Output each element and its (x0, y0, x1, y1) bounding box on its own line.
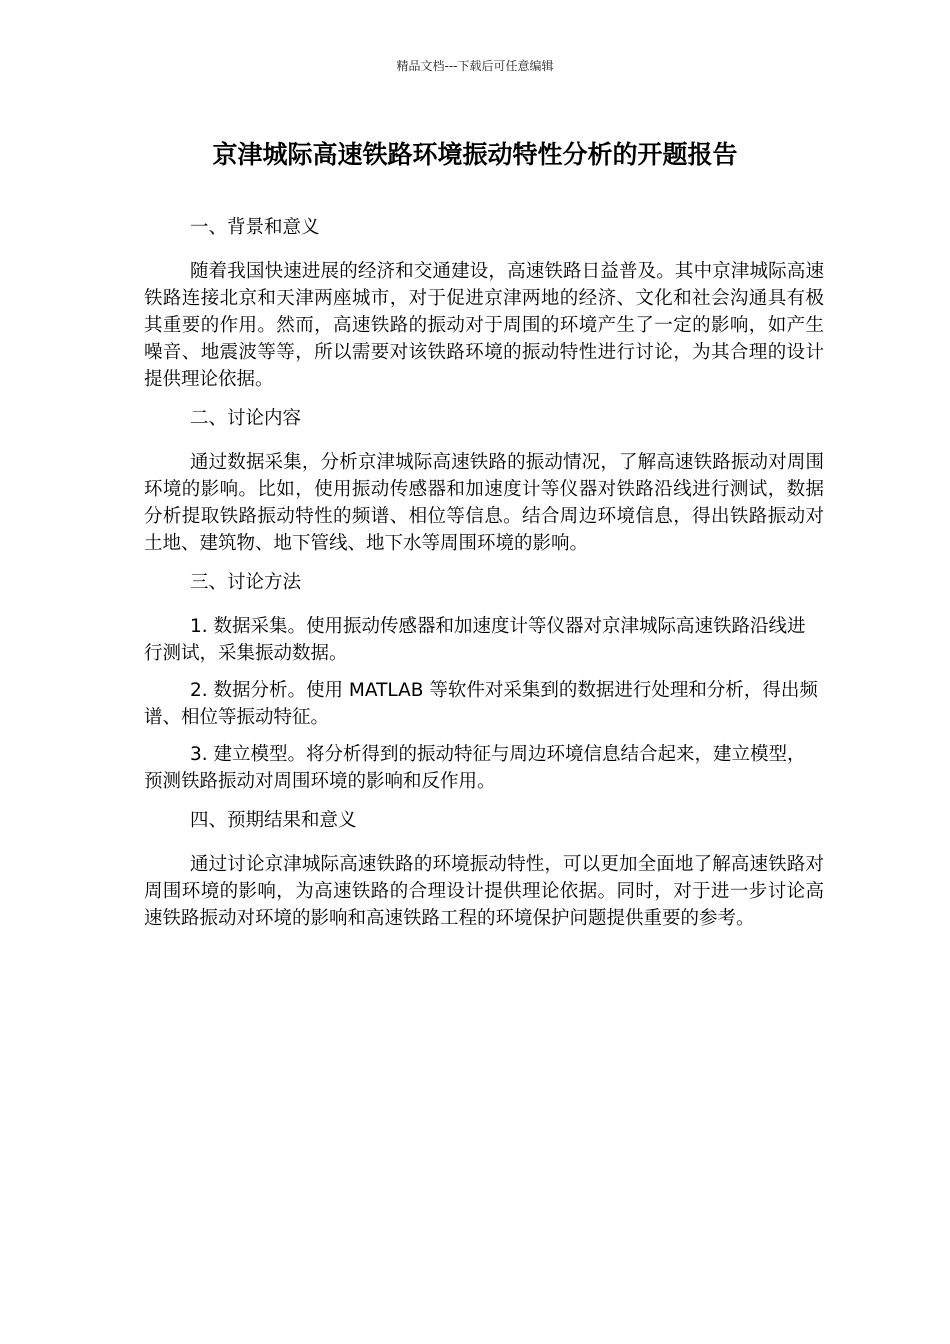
method-item: 2. 数据分析。使用 MATLAB 等软件对采集到的数据进行处理和分析，得出频谱、相位等振动特征。 (144, 680, 818, 728)
section-research-methods (144, 567, 824, 795)
document-title: 京津城际高速铁路环境振动特性分析的开题报告 (212, 140, 738, 169)
section-heading: 一、背景和意义 (190, 217, 320, 238)
method-item: 1. 数据采集。使用振动传感器和加速度计等仪器对京津城际高速铁路沿线进行测试，采集振动数据。 (144, 616, 806, 664)
body-paragraph: 通过数据采集，分析京津城际高速铁路的振动情况，了解高速铁路振动对周围环境的影响。比如，使用振动传感器和加速度计等仪器对铁路沿线进行测试，数据分析提取铁路振动特性的频谱、相位等信息。结合周边环境信息，得出铁路振动对土地、建筑物、地下管线、地下水等周围环境的影响。 (144, 452, 824, 554)
header-note: 精品文档---下载后可任意编辑 (396, 59, 554, 73)
section-heading: 三、讨论方法 (190, 572, 302, 593)
section-expected-results (144, 805, 824, 932)
method-item: 3. 建立模型。将分析得到的振动特征与周边环境信息结合起来，建立模型，预测铁路振动对周围环境的影响和反作用。 (144, 744, 806, 792)
section-heading: 二、讨论内容 (190, 408, 302, 429)
body-paragraph: 随着我国快速进展的经济和交通建设，高速铁路日益普及。其中京津城际高速铁路连接北京和天津两座城市，对于促进京津两地的经济、文化和社会沟通具有极其重要的作用。然而，高速铁路的振动对于周围的环境产生了一定的影响，如产生噪音、地震波等等，所以需要对该铁路环境的振动特性进行讨论，为其合理的设计提供理论依据。 (144, 261, 824, 390)
section-research-content (144, 403, 824, 557)
section-background (144, 212, 824, 393)
document-body (144, 212, 824, 942)
body-paragraph: 通过讨论京津城际高速铁路的环境振动特性，可以更加全面地了解高速铁路对周围环境的影响，为高速铁路的合理设计提供理论依据。同时，对于进一步讨论高速铁路振动对环境的影响和高速铁路工程的环境保护问题提供重要的参考。 (144, 854, 824, 929)
section-heading: 四、预期结果和意义 (190, 810, 357, 831)
